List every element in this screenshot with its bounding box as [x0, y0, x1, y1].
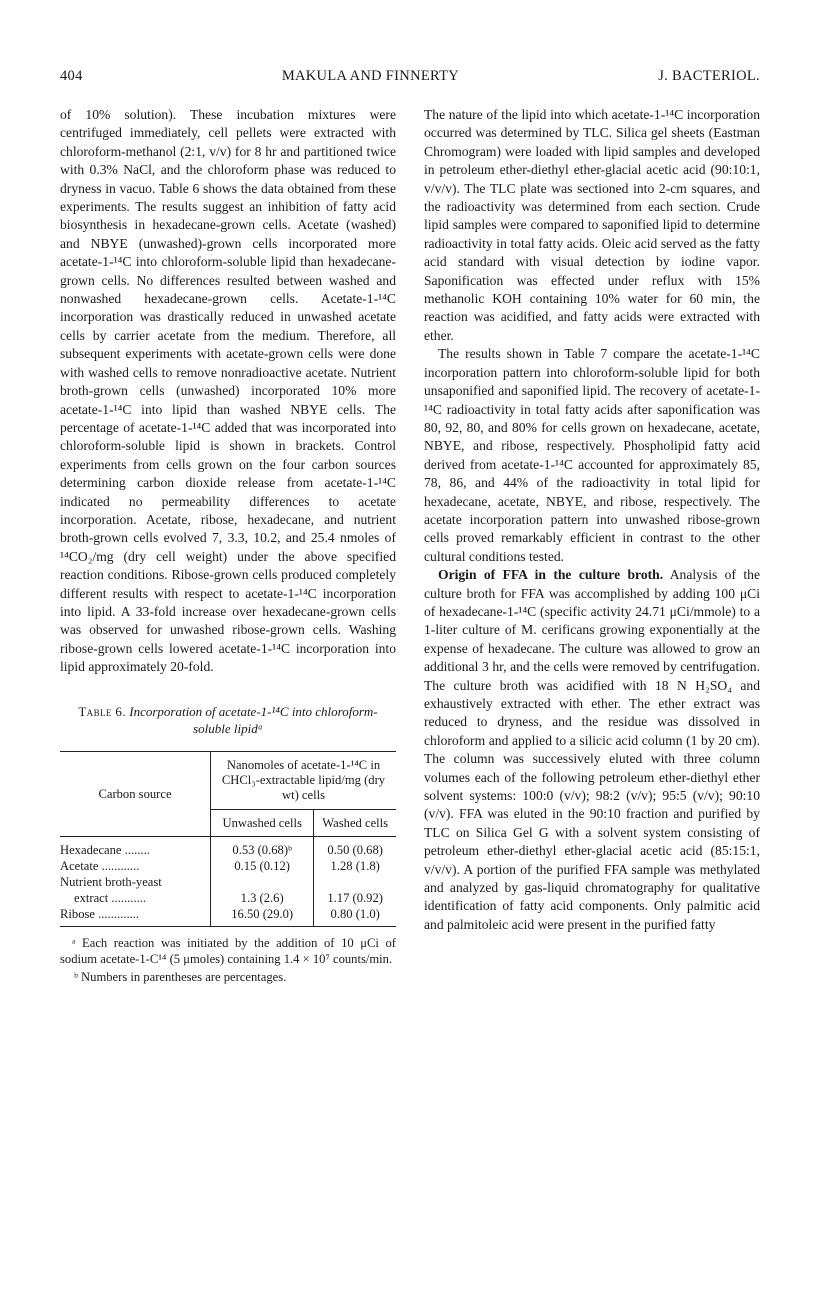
body-paragraph: of 10% solution). These incubation mixtures were centrifuged immediately, cell pellets were extracted with chloroform-methanol (2:1, v/v) for 8 hr and partitioned twice with 0.3% NaCl, and the chloroform phase was reduced to dryness in vacuo. Table 6 shows the data obtained from these experiments. The results suggest an inhibition of fatty acid biosynthesis in hexadecane-grown cells. Acetate (washed) and NBYE (unwashed)-grown cells incorporated more acetate-1-¹⁴C into chloroform-soluble lipid than hexadecane-grown cells. No differences resulted between washed and nonwashed hexadecane-grown cells. Acetate-1-¹⁴C incorporation was drastically reduced in unwashed acetate cells by carrier acetate from the medium. Therefore, all subsequent experiments with acetate-grown cells were done with washed cells to remove nonradioactive acetate. Nutrient broth-grown cells (unwashed) incorporated 10% more acetate-1-¹⁴C into lipid than washed NBYE cells. The percentage of acetate-1-¹⁴C added that was incorporated into chloroform-soluble lipid is shown in brackets. Control experiments from cells grown on the four carbon sources determining carbon dioxide release from acetate-1-¹⁴C indicated no permeability differences to acetate incorporation. Acetate, ribose, hexadecane, and nutrient broth-grown cells evolved 7, 3.3, 10.2, and 25.4 nmoles of ¹⁴CO₂/mg (dry cell weight) under the above specified reaction conditions. Ribose-grown cells produced completely different results with respect to acetate-1-¹⁴C incorporation into lipid. A 33-fold increase over hexadecane-grown cells was observed for unwashed ribose-grown cells. Washing ribose-grown cells lowered acetate-1-¹⁴C incorporation into lipid approximately 20-fold.	[60, 107, 396, 675]
table-6-caption	[60, 703, 396, 737]
section-text: Analysis of the culture broth for FFA was accomplished by adding 100 μCi of hexadecane-1-¹⁴C (specific activity 24.71 μCi/mmole) to a 1-liter culture of M. cerificans growing exponentially at the expense of hexadecane. The culture was allowed to grow an additional 3 hr, and the cells were removed by centrifugation. The culture broth was acidified with 18 N H₂SO₄ and exhaustively extracted with ether. The ether extract was reduced to dryness, and the residue was dissolved in chloroform and applied to a silicic acid column (1 by 20 cm). The column was successively eluted with three column volumes each of the following petroleum ether-diethyl ether solvent systems: 100:0 (v/v); 98:2 (v/v); 95:5 (v/v); 90:10 (v/v). FFA was eluted in the 90:10 fraction and purified by TLC on Silica Gel G with a solvent system consisting of petroleum ether-diethyl ether-glacial acetic acid (85:15:1, v/v/v). A portion of the purified FFA sample was methylated and analyzed by gas-liquid chromatography for qualitative identification of fatty acid components. Only palmitic acid and palmitoleic acid were present in the purified fatty	[424, 567, 760, 932]
row-label-line: Nutrient broth-yeast	[60, 874, 162, 889]
running-head	[60, 68, 760, 85]
body-paragraph: The results shown in Table 7 compare the acetate-1-¹⁴C incorporation pattern into chloroform-soluble lipid for both unsaponified and saponified lipid. The recovery of acetate-1-¹⁴C radioactivity in total fatty acids after saponification was 80, 92, 80, and 80% for cells grown on hexadecane, acetate, NBYE, and ribose, respectively. Phospholipid fatty acid derived from acetate-1-¹⁴C accounted for approximately 85, 78, 86, and 44% of the radioactivity in total lipid for hexadecane, acetate, NBYE, and ribose, respectively. The acetate incorporation pattern into unwashed ribose-grown cells proved remarkably efficient in contrast to the other cultural conditions tested.	[424, 346, 760, 564]
row-label-line: extract ...........	[74, 890, 147, 905]
section-heading: Origin of FFA in the culture broth.	[438, 567, 664, 583]
section-paragraph	[424, 566, 760, 934]
page-number: 404	[60, 68, 83, 84]
row-label: Ribose .............	[60, 906, 211, 927]
cell-washed: 1.17 (0.92)	[314, 874, 396, 906]
table-row	[60, 836, 396, 858]
journal-name: J. BACTERIOL.	[658, 68, 760, 84]
table-6	[60, 751, 396, 927]
table-footnotes	[60, 935, 396, 985]
cell-unwashed: 0.15 (0.12)	[211, 858, 314, 874]
table-row	[60, 874, 396, 906]
left-column	[60, 106, 396, 985]
footnote-b: ᵇ Numbers in parentheses are percentages.	[74, 969, 287, 984]
column-header-carbon-source: Carbon source	[60, 751, 211, 836]
footnote-a: ᵃ Each reaction was initiated by the addition of 10 μCi of sodium acetate-1-C¹⁴ (5 μmoles) containing 1.4 × 10⁷ counts/min.	[60, 935, 396, 966]
row-label	[60, 874, 211, 906]
table-title: Incorporation of acetate-1-¹⁴C into chloroform-soluble lipidᵃ	[129, 703, 378, 736]
cell-washed: 0.80 (1.0)	[314, 906, 396, 927]
table-label: Table 6.	[78, 703, 126, 719]
cell-unwashed: 1.3 (2.6)	[211, 874, 314, 906]
row-label: Acetate ............	[60, 858, 140, 873]
running-authors: MAKULA AND FINNERTY	[281, 68, 460, 84]
right-column	[424, 106, 760, 934]
table-row	[60, 906, 396, 927]
cell-unwashed: 16.50 (29.0)	[211, 906, 314, 927]
cell-washed: 0.50 (0.68)	[314, 836, 396, 858]
cell-washed: 1.28 (1.8)	[314, 858, 396, 874]
table-row	[60, 858, 396, 874]
column-header-washed: Washed cells	[314, 809, 396, 836]
cell-unwashed: 0.53 (0.68)ᵇ	[211, 836, 314, 858]
column-header-unwashed: Unwashed cells	[211, 809, 314, 836]
row-label: Hexadecane ........	[60, 842, 150, 857]
body-paragraph: The nature of the lipid into which acetate-1-¹⁴C incorporation occurred was determined by TLC. Silica gel sheets (Eastman Chromogram) were loaded with lipid samples and developed in petroleum ether-diethyl ether-glacial acetic acid (90:10:1, v/v/v). The TLC plate was sectioned into 2-cm squares, and the radioactivity was determined from each section. Crude lipid samples were compared to saponified lipid to determine radioactivity in total fatty acids. Oleic acid served as the fatty acid standard with visual detection by iodine vapor. Saponification was effected under reflux with 15% methanolic KOH containing 10% water for 60 min, the reaction was acidified, and fatty acids were extracted with ether.	[424, 107, 760, 343]
column-group-header: Nanomoles of acetate-1-¹⁴C in CHCl₃-extractable lipid/mg (dry wt) cells	[211, 751, 397, 809]
